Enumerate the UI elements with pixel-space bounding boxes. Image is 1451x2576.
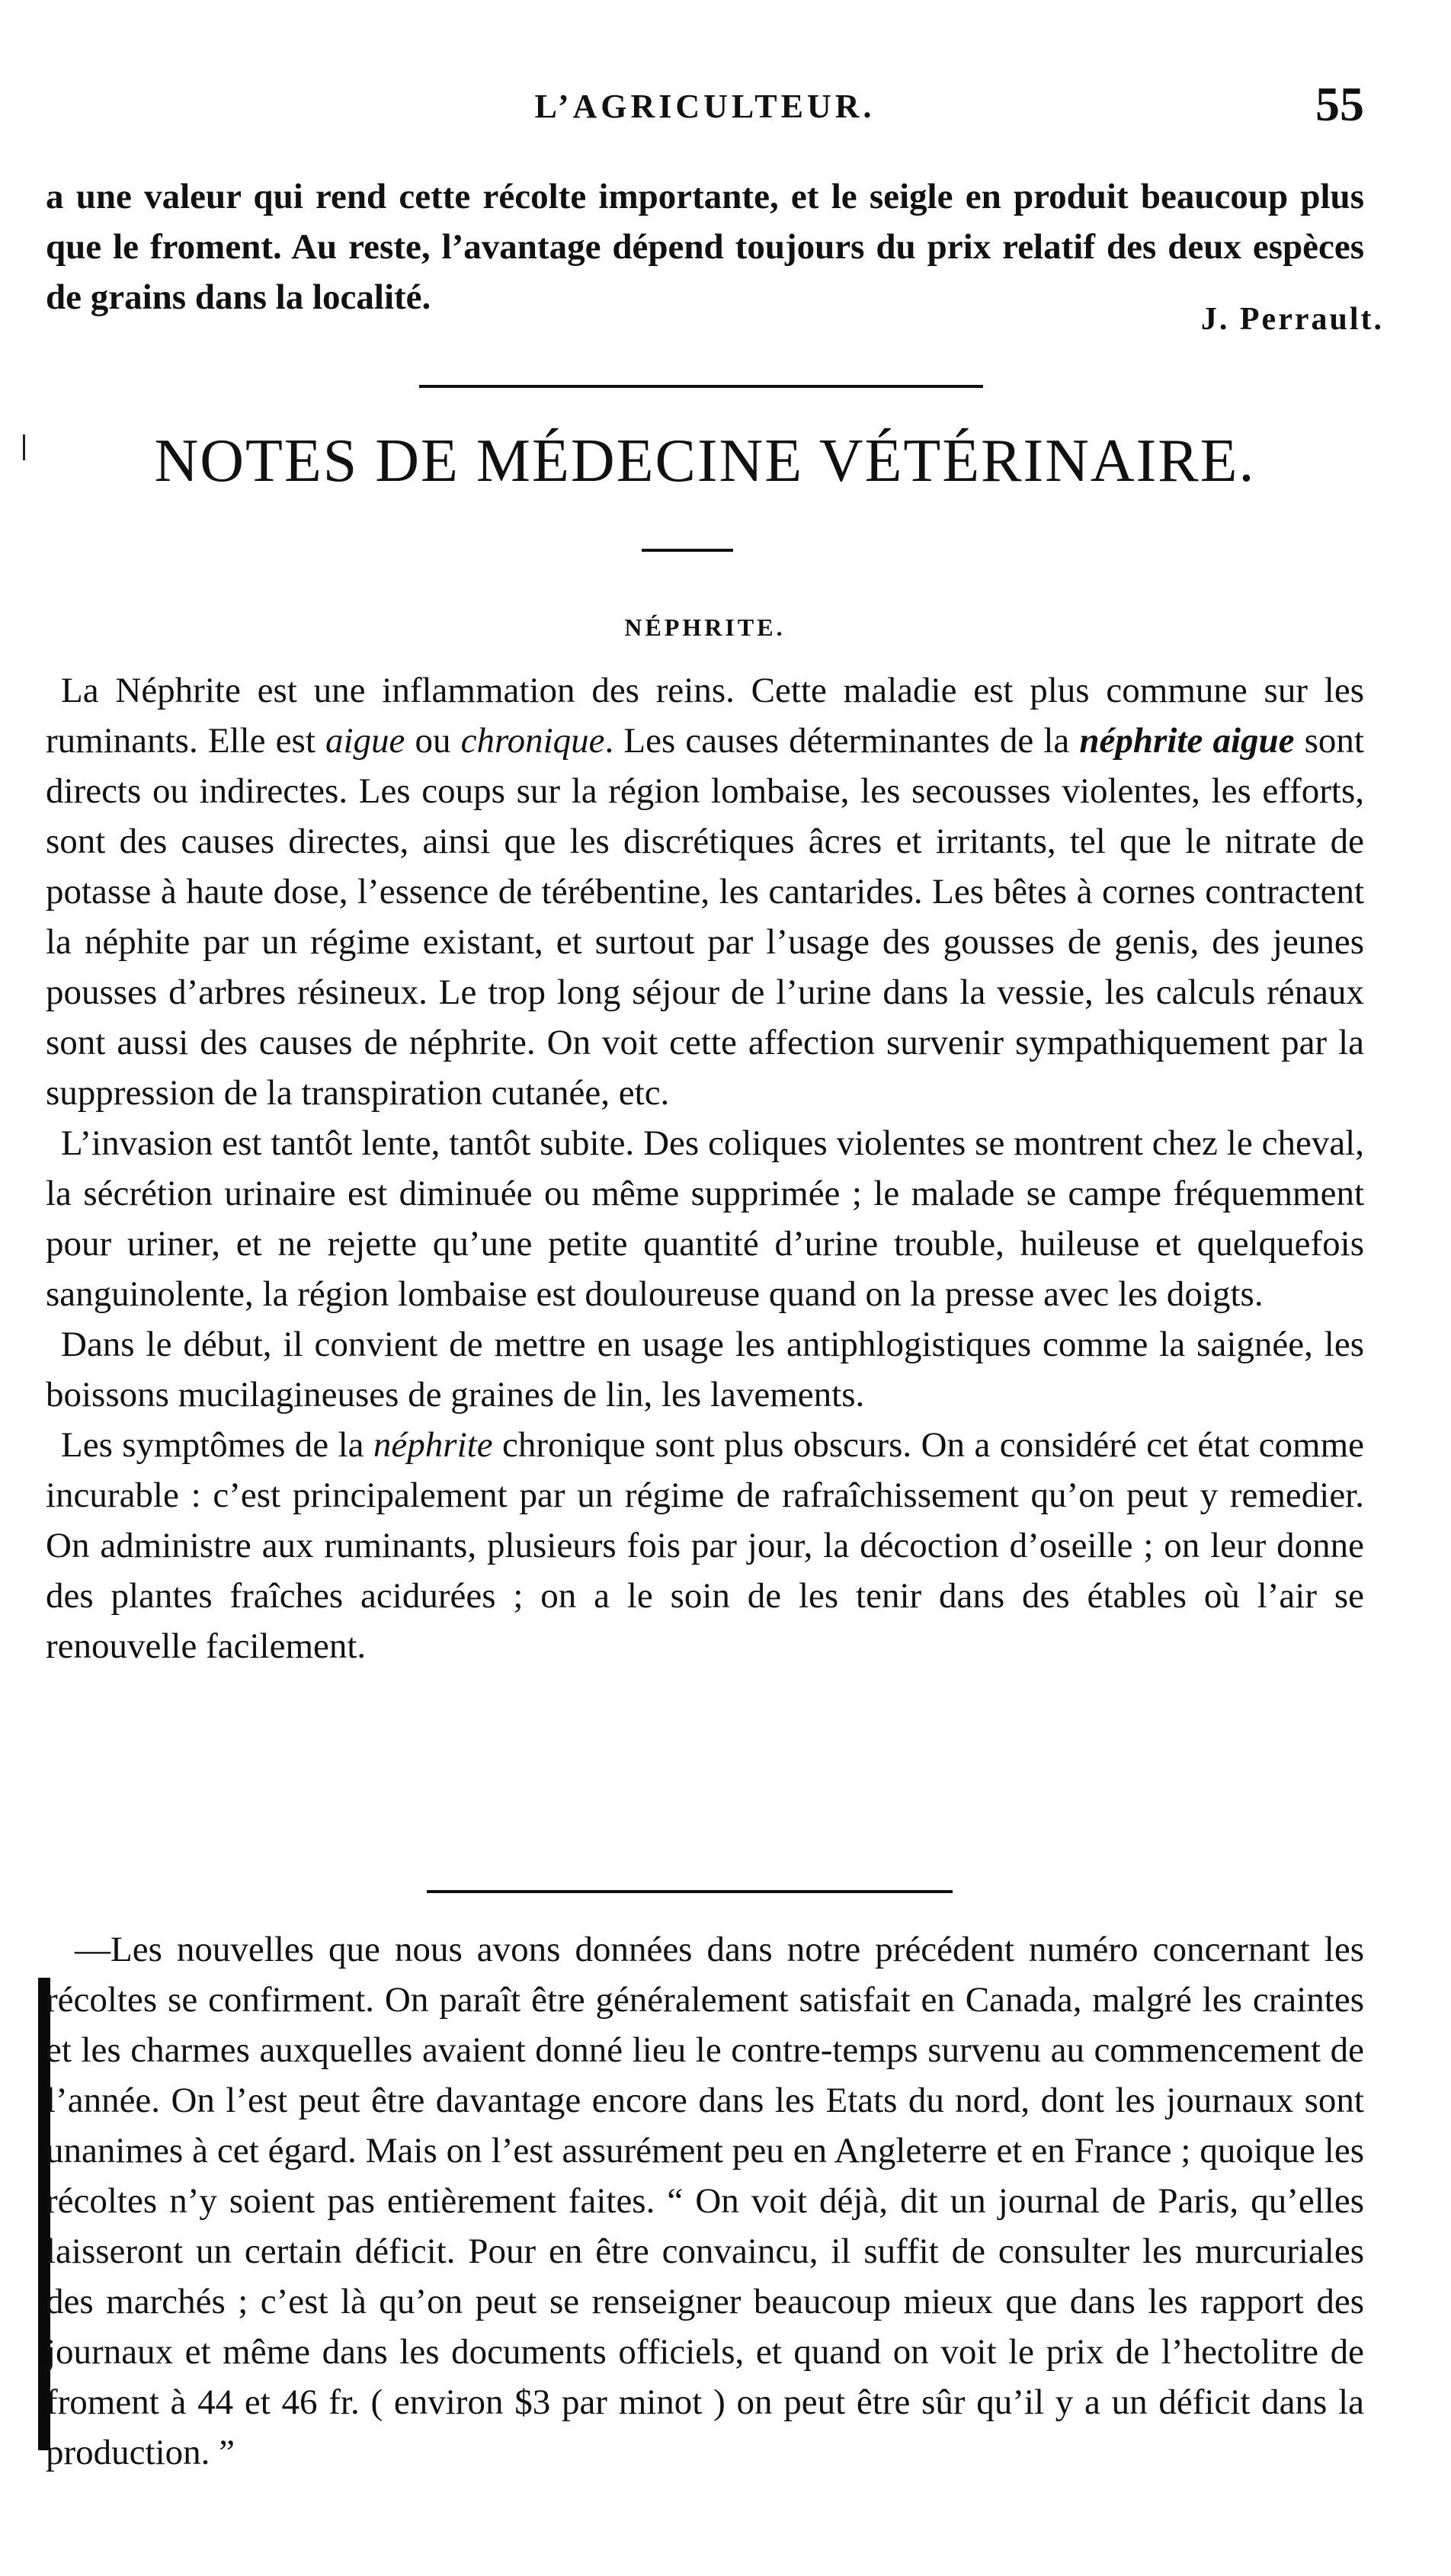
news-paragraph: —Les nouvelles que nous avons données dans notre précédent numéro concernant les récoltes se confirment. On paraît être généralement satisfait en Canada, malgré les craintes et les charmes auxquelles avaient donné lieu le contre-temps survenu au commencement de l’année. On l’est peut être davantage encore dans les Etats du nord, dont les journaux sont unanimes à cet égard. Mais on l’est assurément peu en Angleterre et en France ; quoique les récoltes n’y soient pas entièrement faites. “ On voit déjà, dit un journal de Paris, qu’elles laisseront un certain déficit. Pour en être convaincu, il suffit de consulter les murcuriales des marchés ; c’est là qu’on peut se renseigner beaucoup mieux que dans les rapport des journaux et même dans les documents officiels, et quand on voit le prix de l’hectolitre de froment à 44 et 46 fr. ( environ $3 par minot ) on peut être sûr qu’il y a un déficit dans la production. ” [46, 1930, 1364, 2472]
article-paragraph-3: Dans le début, il convient de mettre en usage les antiphlogistiques comme la saignée, les boissons mucilagineuses de graines de lin, les lavements. [46, 1325, 1364, 1415]
p4-text-c: chronique sont plus obscurs. On a considéré cet état comme incurable : c’est principalement par un régime de rafraîchissement qu’on peut y remedier. On administre aux ruminants, plusieurs fois par jour, la décoction d’oseille ; on leur donne des plantes fraîches acidurées ; on a le soin de les tenir dans des étables où l’air se renouvelle facilement. [46, 1425, 1365, 1666]
p1-text-a: La Néphrite est une inflammation des reins. Cette maladie est plus commune sur les ruminants. Elle est [46, 671, 1364, 761]
intro-paragraph: a une valeur qui rend cette récolte importante, et le seigle en produit beaucoup plus que le froment. Au reste, l’avantage dépend toujours du prix relatif des deux espèces de grains dans la localité. [46, 177, 1364, 317]
intro-paragraph-block [46, 171, 1364, 322]
p1-italic-chronique: chronique [460, 721, 605, 761]
p1-italic-aigue: aigue [325, 721, 405, 761]
article-paragraph-2: L’invasion est tantôt lente, tantôt subite. Des coliques violentes se montrent chez le cheval, la sécrétion urinaire est diminuée ou même supprimée ; le malade se campe fréquemment pour uriner, et ne rejette qu’une petite quantité d’urine trouble, huileuse et quelquefois sanguinolente, la région lombaise est douloureuse quand on la presse avec les doigts. [46, 1123, 1364, 1314]
article-paragraph-1 [46, 665, 1364, 1118]
running-title: L’AGRICULTEUR. [534, 88, 876, 125]
section-divider-top [419, 385, 983, 388]
author-signature: J. Perrault. [1200, 302, 1384, 337]
section-divider-bottom [427, 1890, 953, 1893]
article-subtitle: NÉPHRITE. [624, 614, 786, 641]
p1-text-e: . Les causes déterminantes de la [604, 721, 1080, 761]
p1-italic-nephrite-aigue: néphrite aigue [1079, 721, 1295, 761]
p4-text-a: Les symptômes de la [61, 1425, 373, 1465]
p1-text-g: sont directs ou indirectes. Les coups sur la région lombaise, les secousses violentes, les efforts, sont des causes directes, ainsi que les discrétiques âcres et irritants, tel que le nitrate de potasse à haute dose, l’essence de térébentine, les cantarides. Les bêtes à cornes contractent la néphite par un régime existant, et surtout par l’usage des gousses de genis, des jeunes pousses d’arbres résineux. Le trop long séjour de l’urine dans la vessie, les calculs rénaux sont aussi des causes de néphrite. On voit cette affection survenir sympathiquement par la suppression de la transpiration cutanée, etc. [46, 721, 1364, 1113]
running-header [46, 76, 1364, 137]
p1-text-c: ou [405, 721, 461, 761]
title-underline [642, 549, 733, 552]
page-number: 55 [1315, 77, 1364, 131]
p4-italic-nephrite: néphrite [373, 1425, 493, 1465]
article-body [46, 665, 1364, 1671]
article-paragraph-4 [46, 1420, 1364, 1671]
news-block [46, 1924, 1364, 2478]
margin-mark [23, 434, 25, 460]
article-title: NOTES DE MÉDECINE VÉTÉRINAIRE. [154, 428, 1256, 495]
